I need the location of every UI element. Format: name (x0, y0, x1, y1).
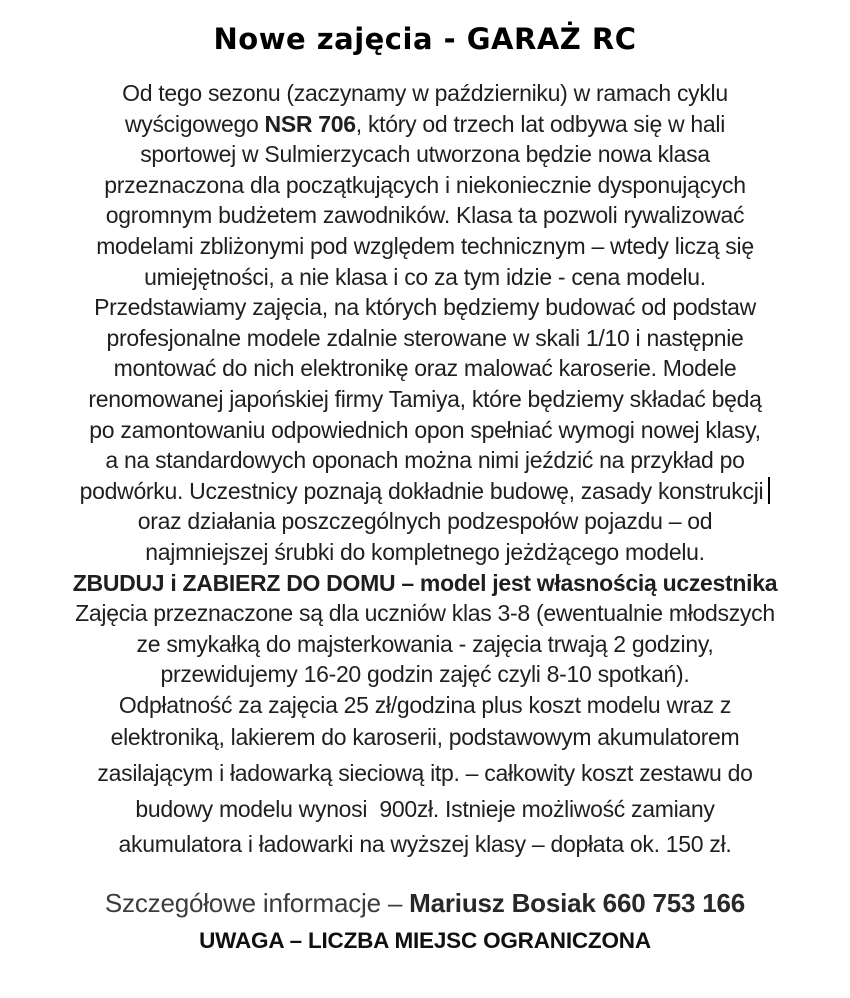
text-segment: zasilającym i ładowarką sieciową itp. – całkowity koszt zestawu do (97, 760, 753, 787)
text-line (38, 537, 812, 568)
text-segment: a na standardowych oponach można nimi jeździć na przykład po (105, 447, 745, 474)
text-segment: umiejętności, a nie klasa i co za tym idzie - cena modelu. (144, 263, 706, 290)
text-segment: Szczegółowe informacje – (104, 887, 410, 918)
text-segment: akumulatora i ładowarki na wyższej klasy – dopłata ok. 150 zł. (118, 831, 732, 858)
body-paragraph-1 (38, 78, 812, 720)
bold-text-segment: UWAGA – LICZBA MIEJSC OGRANICZONA (199, 927, 651, 953)
text-line (38, 109, 812, 140)
text-line (38, 568, 812, 599)
text-line (38, 139, 812, 170)
text-segment: budowy modelu wynosi 900zł. Istnieje możliwość zamiany (135, 795, 715, 822)
text-segment: Odpłatność za zajęcia 25 zł/godzina plus koszt modelu wraz z (118, 691, 732, 718)
text-line (38, 629, 812, 660)
text-line (38, 78, 812, 109)
text-line (38, 445, 812, 476)
text-segment: ze smykałką do majsterkowania - zajęcia trwają 2 godziny, (136, 630, 714, 657)
text-segment: elektroniką, lakierem do karoserii, podstawowym akumulatorem (110, 724, 740, 751)
text-segment: po zamontowaniu odpowiednich opon spełniać wymogi nowej klasy, (89, 416, 761, 443)
text-line (38, 720, 812, 756)
text-line (38, 598, 812, 629)
text-segment: najmniejszej śrubki do kompletnego jeżdżącego modelu. (145, 538, 705, 565)
text-line (38, 476, 812, 507)
footer-contact-line (38, 883, 812, 923)
text-segment: wyścigowego (124, 110, 265, 137)
text-line (38, 262, 812, 293)
text-segment: oraz działania poszczególnych podzespołów pojazdu – od (137, 508, 713, 535)
text-line (38, 231, 812, 262)
footer-warning-line (38, 923, 812, 958)
text-line (38, 384, 812, 415)
text-line (38, 170, 812, 201)
text-segment: renomowanej japońskiej firmy Tamiya, które będziemy składać będą (88, 385, 762, 412)
text-segment: sportowej w Sulmierzycach utworzona będzie nowa klasa (140, 141, 710, 168)
text-segment: Zajęcia przeznaczone są dla uczniów klas 3-8 (ewentualnie młodszych (75, 600, 775, 627)
document-footer (38, 883, 812, 958)
text-line (38, 353, 812, 384)
text-segment: Przedstawiamy zajęcia, na których będziemy budować od podstaw (94, 294, 756, 321)
text-line (38, 415, 812, 446)
text-segment: modelami zbliżonymi pod względem technicznym – wtedy liczą się (96, 232, 754, 259)
text-cursor (768, 477, 770, 504)
text-segment: ogromnym budżetem zawodników. Klasa ta pozwoli rywalizować (105, 202, 745, 229)
text-line (38, 792, 812, 828)
body-paragraph-2 (38, 720, 812, 862)
text-segment: , który od trzech lat odbywa się w hali (355, 110, 726, 137)
text-segment: Od tego sezonu (zaczynamy w październiku) w ramach cyklu (122, 80, 728, 106)
text-line (38, 827, 812, 863)
text-segment: montować do nich elektronikę oraz malować karoserie. Modele (113, 355, 737, 382)
text-line (38, 292, 812, 323)
bold-text-segment: NSR 706 (264, 110, 356, 137)
text-line (38, 200, 812, 231)
text-line (38, 756, 812, 792)
text-segment: profesjonalne modele zdalnie sterowane w skali 1/10 i następnie (106, 324, 744, 351)
text-segment: podwórku. Uczestnicy poznają dokładnie budowę, zasady konstrukcji (79, 477, 764, 504)
text-segment: przewidujemy 16-20 godzin zajęć czyli 8-10 spotkań). (160, 661, 690, 688)
text-line (38, 659, 812, 690)
document-title: Nowe zajęcia - GARAŻ RC (213, 22, 637, 56)
text-segment: przeznaczona dla początkujących i niekoniecznie dysponujących (104, 171, 746, 198)
text-line (38, 323, 812, 354)
bold-text-segment: ZBUDUJ i ZABIERZ DO DOMU – model jest własnością uczestnika (72, 569, 778, 596)
text-line (38, 690, 812, 721)
text-line (38, 506, 812, 537)
bold-text-segment: Mariusz Bosiak 660 753 166 (409, 887, 746, 918)
